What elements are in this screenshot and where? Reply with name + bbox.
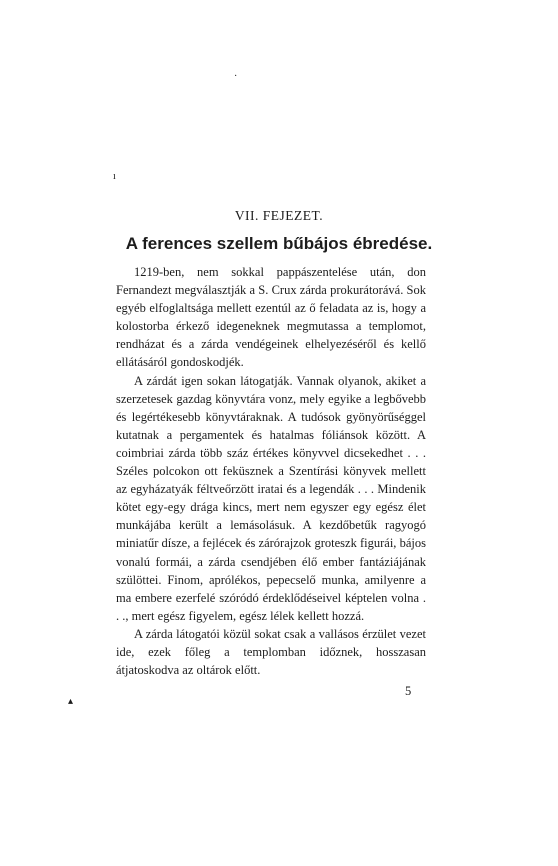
paragraph: A zárda látogatói közül sokat csak a vallásos érzület vezet ide, ezek főleg a templomban időznek, hosszasan átjatoskodva az oltárok előtt. xyxy=(116,626,426,678)
paragraph: A zárdát igen sokan látogatják. Vannak olyanok, akiket a szerzetesek gazdag könyvtára vonz, mely egyike a legbővebb és legértékesebb könyvtáraknak. A tudósok gyönyörűséggel kutatnak a pergamentek és hatalmas fóliánsok között. A coimbriai zárda több száz értékes könyvvel dicsekedhet . . . Széles polcokon ott feküsznek a Szentírási könyvek mellett az egyházatyák féltveőrzött iratai és a legendák . . . Mindenik kötet egy-egy drága kincs, mert nem egyszer egy egész élet munkájába került a lemásolásuk. A kezdőbetűk ragyogó miniatűr dísze, a fejlécek és zárórajzok groteszk figurái, bájos vonalú formái, a zárda csendjében élő ember fantáziájának szülöttei. Finom, aprólékos, pepecselő munka, amilyenre a ma embere ezerfelé szóródó érdeklődéseivel képtelen volna . . ., mert egész figyelem, egész lélek kellett hozzá. xyxy=(116,373,426,623)
stray-mark: ı xyxy=(113,171,116,182)
chapter-heading: VII. FEJEZET. xyxy=(234,208,324,223)
paragraph: 1219-ben, nem sokkal pappászentelése után, don Fernandezt megválasztják a S. Crux zárda prokurátorává. Sok egyéb elfoglaltsága mellett ezentúl az ő feladata az is, hogy a kolostorba érkező idegeneknek megmutassa a templomot, rendházat és a zárda vendégeinek elhelyezéséről és kellő ellátásáról gondoskodjék. xyxy=(116,265,426,370)
stray-mark: ▴ xyxy=(68,696,74,707)
stray-mark: · xyxy=(234,71,238,82)
chapter-title: A ferences szellem bűbájos ébredése. xyxy=(125,234,433,253)
page-number: 5 xyxy=(405,684,412,698)
body-text xyxy=(116,263,426,679)
